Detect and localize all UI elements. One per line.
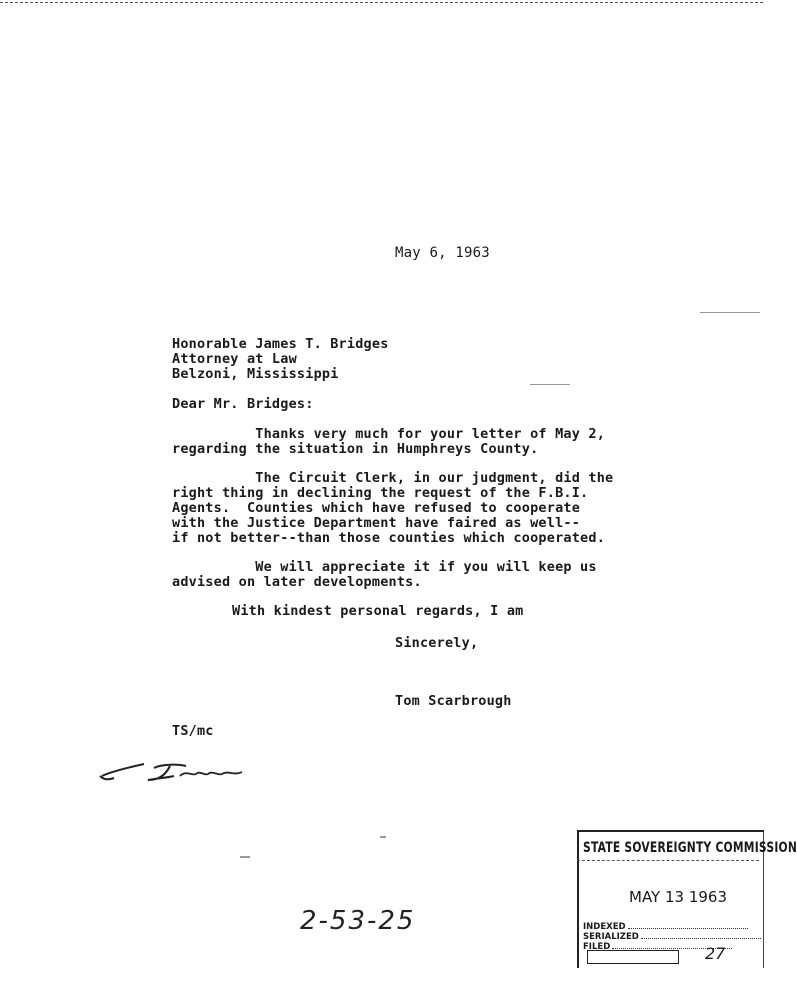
stamp-mark: 27 — [705, 944, 726, 963]
paragraph-1: Thanks very much for your letter of May 2, regarding the situation in Humphreys County. — [172, 426, 606, 457]
top-edge-line — [0, 2, 763, 3]
stamp-row-serialized — [583, 932, 759, 942]
salutation: Dear Mr. Bridges: — [172, 396, 314, 412]
stamp-row-indexed — [583, 922, 759, 932]
paragraph-2: The Circuit Clerk, in our judgment, did the right thing in declining the request of the F.B.I. Agents. Counties which have refused to cooperate with the Justice Department have faired as well-- if not better--than those counties which cooperated. — [172, 470, 614, 546]
stamp-row-label: SERIALIZED — [583, 932, 639, 942]
stamp-divider — [577, 860, 759, 861]
letter-date: May 6, 1963 — [395, 245, 490, 261]
recipient-title: Attorney at Law — [172, 351, 297, 367]
recipient-location: Belzoni, Mississippi — [172, 366, 339, 382]
closing: Sincerely, — [395, 635, 479, 651]
recipient-name: Honorable James T. Bridges — [172, 336, 389, 352]
paragraph-3: We will appreciate it if you will keep us advised on later developments. — [172, 559, 597, 590]
stamp-row-label: FILED — [583, 942, 611, 952]
received-stamp — [577, 830, 797, 968]
file-number: 2-53-25 — [300, 906, 416, 936]
speck — [530, 384, 570, 385]
speck — [700, 312, 760, 313]
handwritten-signature — [96, 754, 256, 790]
speck — [380, 836, 386, 838]
paragraph-4: With kindest personal regards, I am — [232, 603, 524, 619]
stamp-row-label: INDEXED — [583, 922, 626, 932]
stamp-box — [587, 950, 679, 964]
stamp-date: MAY 13 1963 — [629, 888, 727, 906]
signer-name: Tom Scarbrough — [395, 693, 512, 709]
recipient-address — [172, 337, 389, 382]
speck — [240, 856, 250, 858]
typist-initials: TS/mc — [172, 723, 214, 739]
stamp-title: STATE SOVEREIGNTY COMMISSION — [583, 840, 797, 856]
stamp-rows — [583, 922, 759, 952]
